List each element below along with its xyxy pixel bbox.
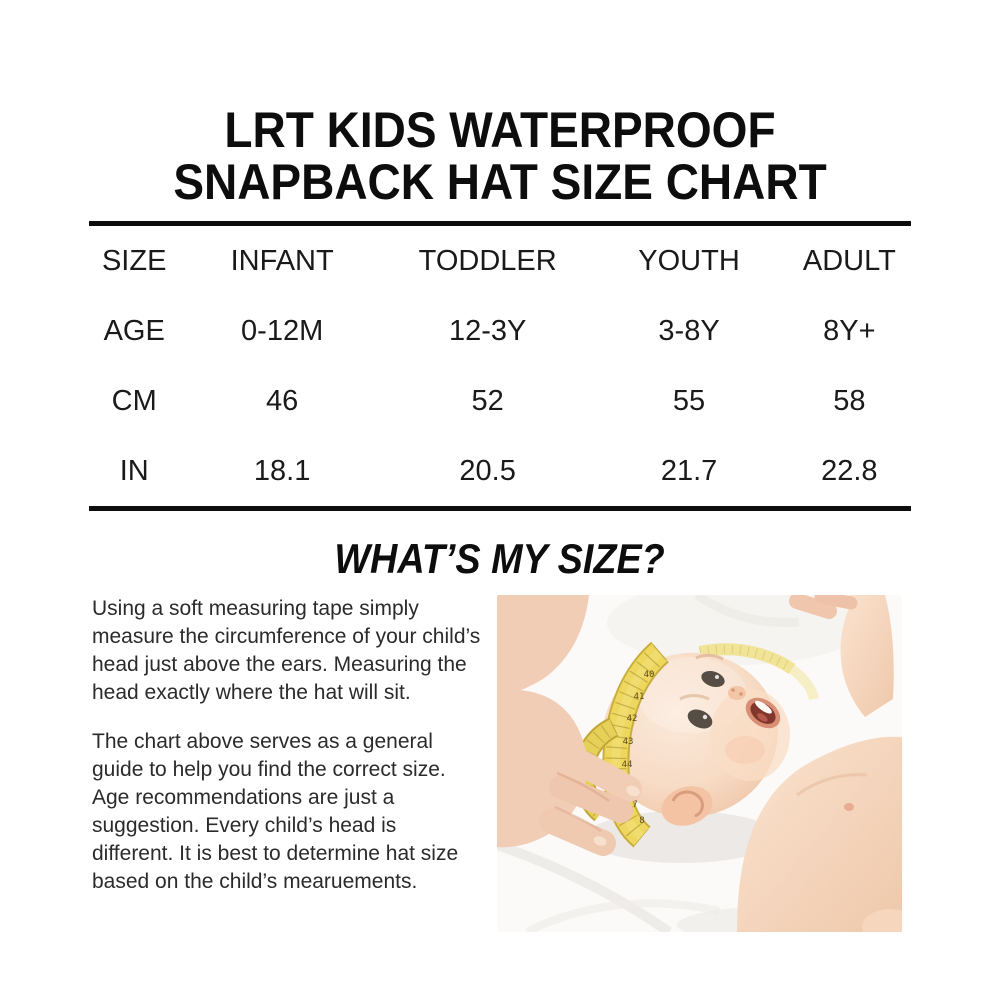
value-cell: 52 [471, 384, 504, 417]
value-cell: 55 [672, 384, 706, 417]
sizing-disclaimer-paragraph: The chart above serves as a general guide to help you find the correct size. Age recommendations are just a suggestion. Every child’s head is different. It is best to determine hat size based on the child’s mearuements. [92, 730, 459, 893]
value-cell: 58 [833, 384, 866, 417]
value-cell: 12-3Y [448, 314, 527, 347]
page-title-line-1: LRT KIDS WATERPROOF [224, 102, 776, 158]
guide-text-column [92, 595, 483, 917]
row-label-cell: AGE [103, 314, 165, 347]
baby-measurement-photo [497, 595, 902, 932]
tape-number: 42 [626, 714, 638, 724]
tape-number: 41 [633, 692, 645, 702]
value-cell: 22.8 [821, 454, 878, 487]
tape-number: 7 [632, 800, 638, 810]
value-cell: 8Y+ [823, 314, 876, 347]
tape-number: 44 [621, 760, 633, 770]
tape-number: 8 [639, 816, 645, 826]
value-cell: INFANT [230, 244, 334, 277]
value-cell: 0-12M [241, 314, 324, 347]
value-cell: 21.7 [660, 454, 718, 487]
row-label-cell: CM [111, 384, 157, 417]
row-label-cell: IN [119, 454, 149, 487]
value-cell: TODDLER [418, 244, 557, 277]
baby-nose [728, 686, 746, 700]
tape-number: 43 [622, 737, 634, 747]
row-label-cell: SIZE [101, 244, 167, 277]
value-cell: 20.5 [459, 454, 516, 487]
whats-my-size-heading: WHAT’S MY SIZE? [334, 535, 666, 582]
value-cell: 3-8Y [658, 314, 720, 347]
page-title-line-2: SNAPBACK HAT SIZE CHART [173, 154, 827, 210]
measuring-instructions-paragraph: Using a soft measuring tape simply measure the circumference of your child’s head just above the ears. Measuring the head exactly where the hat will sit. [92, 597, 481, 704]
value-cell: YOUTH [638, 244, 740, 277]
value-cell: 46 [266, 384, 299, 417]
value-cell: 18.1 [253, 454, 311, 487]
size-table [89, 221, 911, 511]
tape-number: 40 [643, 670, 655, 680]
guide-content [92, 595, 1000, 932]
baby-cheek [725, 736, 765, 764]
page-title [40, 104, 960, 208]
baby-nipple [844, 803, 854, 811]
value-cell: ADULT [802, 244, 896, 277]
